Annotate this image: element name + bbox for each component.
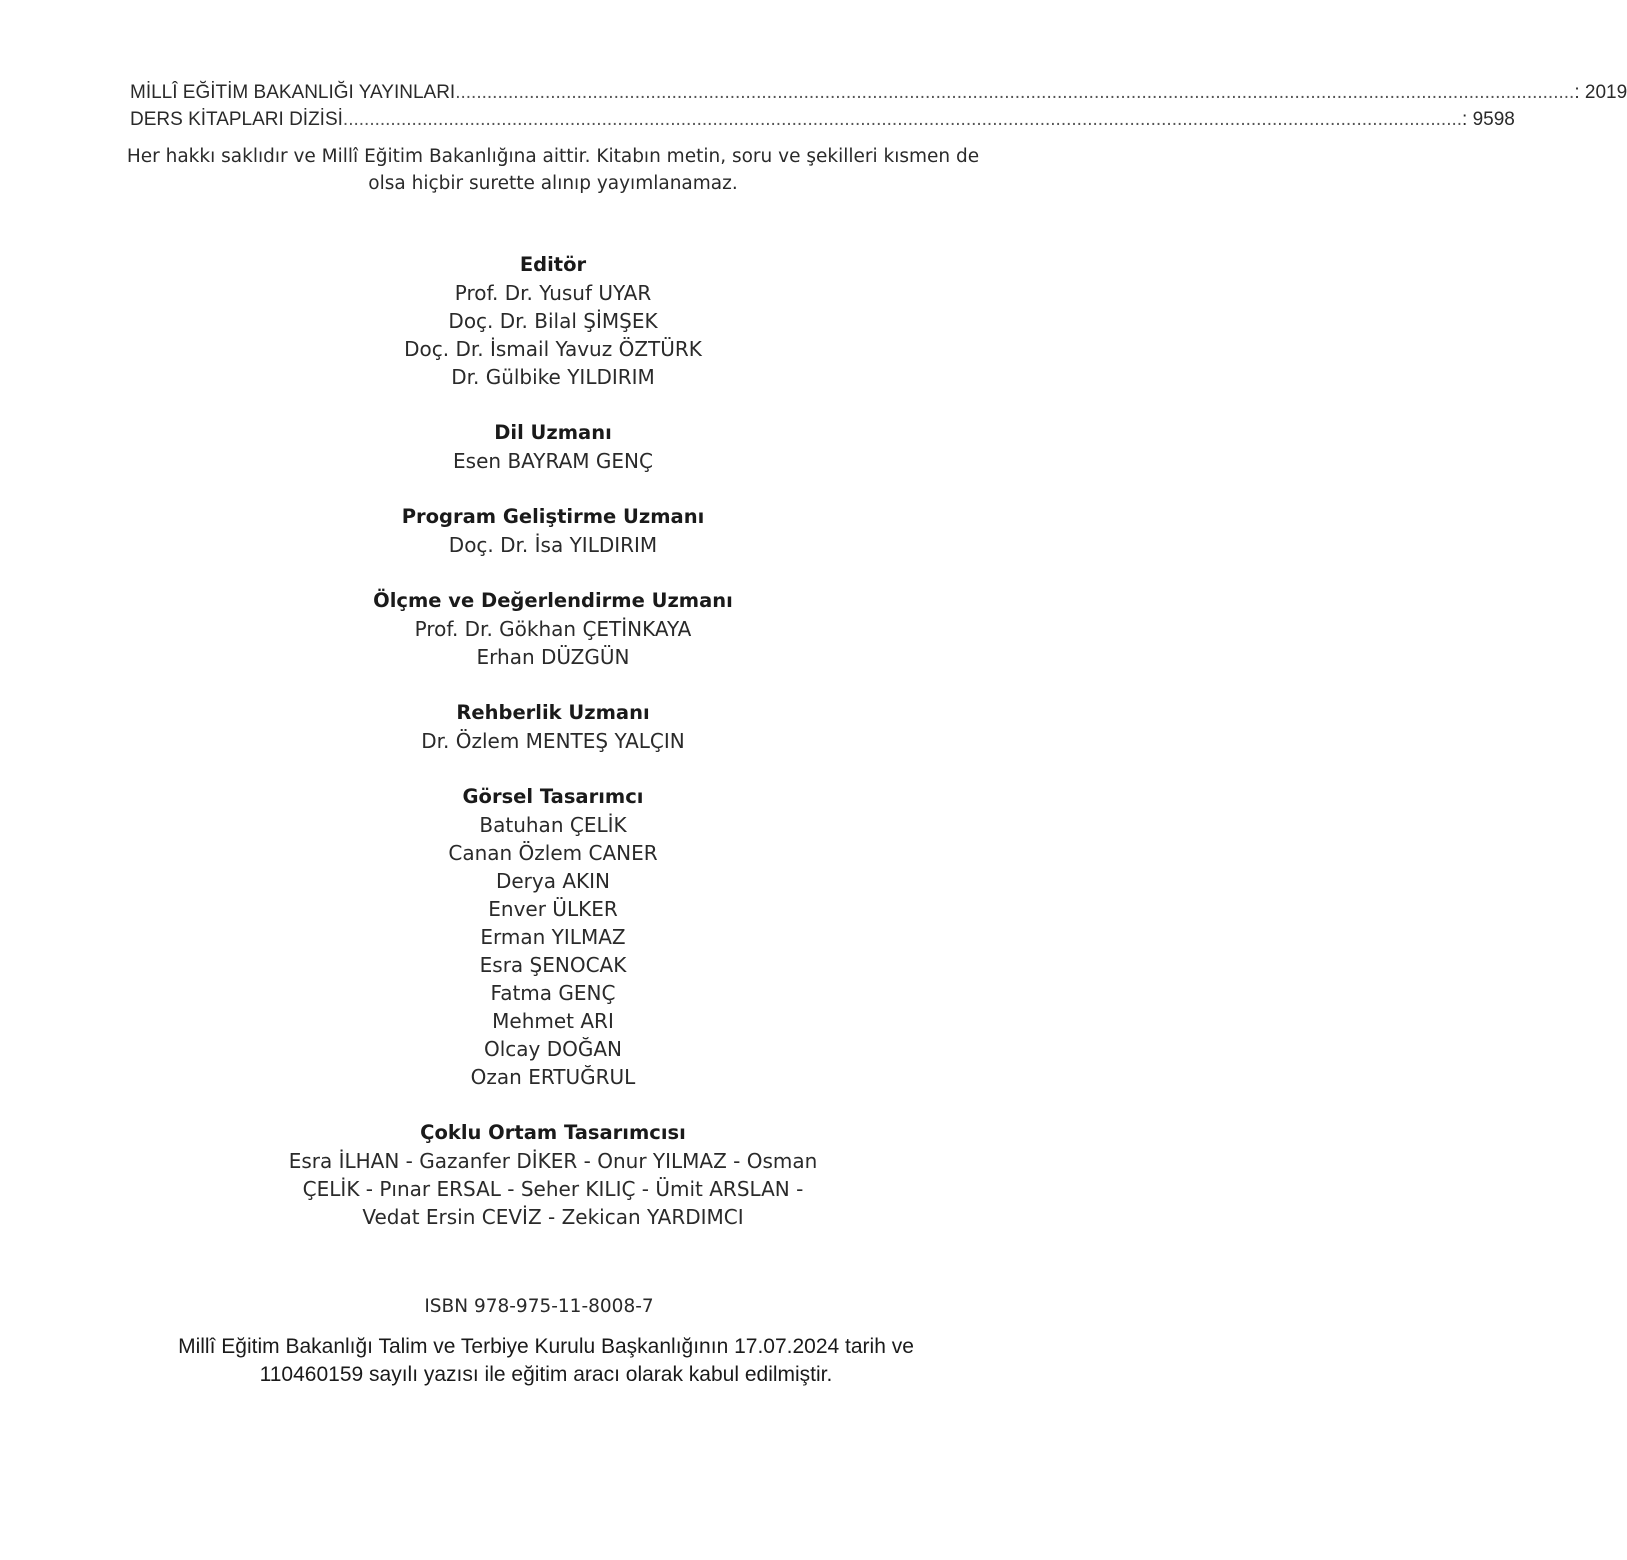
credit-section <box>0 419 1106 475</box>
credit-section <box>0 783 1106 1091</box>
credit-role-heading: Ölçme ve Değerlendirme Uzmanı <box>373 589 733 612</box>
credit-person-name: Mehmet ARI <box>492 1009 614 1033</box>
credit-section <box>0 503 1106 559</box>
credit-person-name: Doç. Dr. Bilal ŞİMŞEK <box>448 309 658 333</box>
leader-dots: .................................................................................................................................................................................................................... <box>342 109 1463 130</box>
textbook-series-row <box>130 109 1515 131</box>
credit-role-heading: Rehberlik Uzmanı <box>456 701 650 724</box>
credit-person-name: Olcay DOĞAN <box>483 1037 623 1061</box>
credit-role-heading: Görsel Tasarımcı <box>462 785 644 808</box>
credit-person-name: Canan Özlem CANER <box>448 841 658 865</box>
credit-role-heading: Program Geliştirme Uzmanı <box>401 505 705 528</box>
credit-section-multimedia <box>0 1119 1106 1231</box>
credit-section <box>0 699 1106 755</box>
credit-person-name: Batuhan ÇELİK <box>479 813 627 837</box>
credit-person-name: Esen BAYRAM GENÇ <box>453 449 653 473</box>
publication-series-number: : 2019 <box>1574 82 1627 103</box>
credit-role-heading: Çoklu Ortam Tasarımcısı <box>420 1121 686 1144</box>
credit-section <box>0 251 1106 391</box>
credit-person-name: Dr. Gülbike YILDIRIM <box>451 365 655 389</box>
credit-person-name: Erhan DÜZGÜN <box>476 645 630 669</box>
publication-series-row <box>130 82 1627 104</box>
isbn-number: ISBN 978-975-11-8008-7 <box>424 1296 654 1317</box>
credit-role-heading: Dil Uzmanı <box>494 421 612 444</box>
credit-names: Esra İLHAN - Gazanfer DİKER - Onur YILMAZ - Osman ÇELİK - Pınar ERSAL - Seher KILIÇ - Ümit ARSLAN - Vedat Ersin CEVİZ - Zekican YARDIMCI <box>288 1149 818 1229</box>
credit-person-name: Dr. Özlem MENTEŞ YALÇIN <box>421 729 685 753</box>
textbook-series-label: DERS KİTAPLARI DİZİSİ <box>130 109 343 130</box>
credit-person-name: Erman YILMAZ <box>480 925 626 949</box>
credits-list <box>0 251 1106 1259</box>
credit-person-name: Derya AKIN <box>495 869 611 893</box>
credit-person-name: Ozan ERTUĞRUL <box>470 1065 636 1089</box>
credit-section <box>0 587 1106 671</box>
credit-person-name: Enver ÜLKER <box>488 897 618 921</box>
credit-person-name: Doç. Dr. İsmail Yavuz ÖZTÜRK <box>404 337 702 361</box>
publication-series-label: MİLLÎ EĞİTİM BAKANLIĞI YAYINLARI <box>130 82 456 103</box>
credit-person-name: Prof. Dr. Yusuf UYAR <box>454 281 652 305</box>
textbook-series-number: : 9598 <box>1462 109 1515 130</box>
credit-person-name: Fatma GENÇ <box>490 981 616 1005</box>
credit-person-name: Esra ŞENOCAK <box>479 953 627 977</box>
credit-person-name: Prof. Dr. Gökhan ÇETİNKAYA <box>414 617 692 641</box>
copyright-notice: Her hakkı saklıdır ve Millî Eğitim Bakanlığına aittir. Kitabın metin, soru ve şekilleri kısmen de olsa hiçbir surette alınıp yayımlanamaz. <box>126 146 980 194</box>
credit-person-name: Doç. Dr. İsa YILDIRIM <box>448 533 658 557</box>
leader-dots: .................................................................................................................................................................................................................... <box>455 82 1575 103</box>
approval-statement: Millî Eğitim Bakanlığı Talim ve Terbiye Kurulu Başkanlığının 17.07.2024 tarih ve 110460159 sayılı yazısı ile eğitim aracı olarak kabul edilmiştir. <box>178 1335 914 1386</box>
credit-role-heading: Editör <box>519 253 587 276</box>
